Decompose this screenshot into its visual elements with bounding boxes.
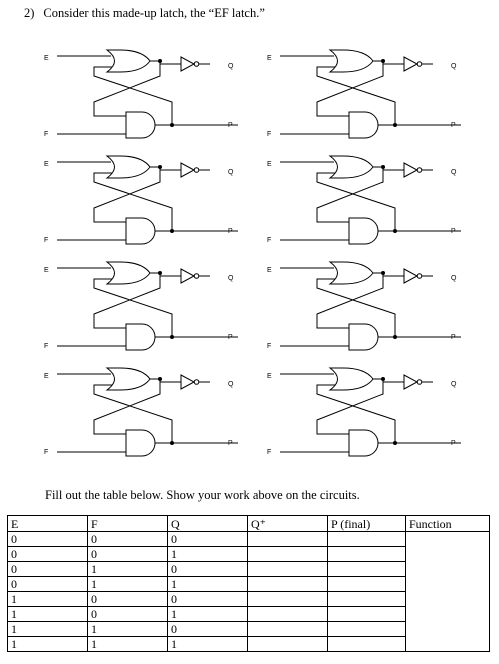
label-f: F	[44, 449, 49, 456]
cell-q-next[interactable]	[248, 637, 328, 652]
cell-e: 0	[8, 532, 88, 547]
cell-q-next[interactable]	[248, 577, 328, 592]
wire	[373, 273, 404, 276]
or-gate	[107, 50, 150, 72]
cell-q: 0	[168, 622, 248, 637]
wire	[150, 379, 181, 382]
and-gate	[126, 218, 155, 244]
wire	[150, 167, 181, 170]
label-q: Q	[228, 275, 234, 282]
question-text: Consider this made-up latch, the “EF latch.”	[43, 6, 265, 20]
wire	[94, 61, 160, 116]
or-gate	[330, 50, 373, 72]
and-gate	[126, 112, 155, 138]
cell-p-final[interactable]	[328, 607, 406, 622]
wire	[94, 273, 160, 328]
and-gate	[349, 324, 378, 350]
label-e: E	[267, 55, 272, 62]
label-f: F	[267, 343, 272, 350]
junction-dot	[170, 441, 174, 445]
not-gate	[181, 57, 194, 71]
junction-dot	[158, 377, 162, 381]
cell-e: 0	[8, 562, 88, 577]
wire	[150, 273, 181, 276]
label-e: E	[267, 267, 272, 274]
wire	[373, 167, 404, 170]
junction-dot	[381, 271, 385, 275]
label-e: E	[44, 161, 49, 168]
and-gate	[349, 430, 378, 456]
cell-q: 1	[168, 637, 248, 652]
or-gate	[330, 262, 373, 284]
label-p: P	[451, 228, 456, 235]
junction-dot	[170, 123, 174, 127]
wire	[317, 379, 383, 434]
latch-diagram	[267, 262, 461, 350]
cell-q: 1	[168, 547, 248, 562]
not-gate	[181, 375, 194, 389]
junction-dot	[393, 229, 397, 233]
latch-diagram	[267, 156, 461, 244]
and-gate	[349, 112, 378, 138]
cell-q: 0	[168, 562, 248, 577]
label-e: E	[44, 55, 49, 62]
cell-p-final[interactable]	[328, 532, 406, 547]
label-e: E	[44, 267, 49, 274]
truth-table	[7, 515, 490, 652]
cell-q: 0	[168, 592, 248, 607]
label-p: P	[228, 334, 233, 341]
cell-p-final[interactable]	[328, 547, 406, 562]
junction-dot	[170, 229, 174, 233]
junction-dot	[393, 123, 397, 127]
junction-dot	[170, 335, 174, 339]
latch-diagram	[44, 50, 238, 138]
junction-dot	[381, 377, 385, 381]
latch-diagram	[44, 156, 238, 244]
or-gate	[107, 368, 150, 390]
label-f: F	[44, 131, 49, 138]
cell-p-final[interactable]	[328, 622, 406, 637]
header-p-final: P (final)	[328, 516, 406, 532]
or-gate	[330, 368, 373, 390]
label-f: F	[267, 237, 272, 244]
header-e: E	[8, 516, 88, 532]
cell-f: 0	[88, 547, 168, 562]
wire	[317, 167, 383, 222]
cell-q: 0	[168, 532, 248, 547]
not-gate	[404, 57, 417, 71]
or-gate	[107, 262, 150, 284]
wire	[373, 379, 404, 382]
cell-f: 0	[88, 607, 168, 622]
instructions-text: Fill out the table below. Show your work above on the circuits.	[45, 488, 360, 502]
cell-e: 1	[8, 637, 88, 652]
truth-table-body	[8, 532, 490, 652]
cell-f: 0	[88, 592, 168, 607]
truth-table-header-row	[8, 516, 490, 532]
label-e: E	[267, 161, 272, 168]
label-p: P	[228, 122, 233, 129]
cell-p-final[interactable]	[328, 637, 406, 652]
label-f: F	[44, 237, 49, 244]
cell-q-next[interactable]	[248, 607, 328, 622]
header-q-next: Q⁺	[248, 516, 328, 532]
cell-f: 1	[88, 622, 168, 637]
not-gate	[404, 269, 417, 283]
cell-e: 1	[8, 607, 88, 622]
cell-q: 1	[168, 577, 248, 592]
label-q: Q	[451, 381, 457, 388]
cell-p-final[interactable]	[328, 577, 406, 592]
label-f: F	[267, 449, 272, 456]
not-gate	[181, 269, 194, 283]
label-e: E	[44, 373, 49, 380]
label-p: P	[451, 122, 456, 129]
cell-q-next[interactable]	[248, 547, 328, 562]
label-p: P	[228, 440, 233, 447]
wire	[150, 61, 181, 64]
junction-dot	[393, 441, 397, 445]
cell-f: 0	[88, 532, 168, 547]
cell-f: 1	[88, 637, 168, 652]
label-q: Q	[451, 169, 457, 176]
latch-diagram	[267, 368, 461, 456]
and-gate	[126, 324, 155, 350]
cell-q-next[interactable]	[248, 532, 328, 547]
wire	[94, 167, 160, 222]
cell-p-final[interactable]	[328, 562, 406, 577]
cell-q: 1	[168, 607, 248, 622]
cell-e: 1	[8, 622, 88, 637]
junction-dot	[158, 59, 162, 63]
table-row	[8, 532, 490, 547]
cell-e: 0	[8, 577, 88, 592]
not-gate	[404, 163, 417, 177]
cell-q-next[interactable]	[248, 562, 328, 577]
and-gate	[349, 218, 378, 244]
latch-diagram	[44, 368, 238, 456]
cell-e: 0	[8, 547, 88, 562]
header-f: F	[88, 516, 168, 532]
wire	[317, 273, 383, 328]
or-gate	[107, 156, 150, 178]
label-p: P	[228, 228, 233, 235]
not-gate	[404, 375, 417, 389]
junction-dot	[158, 271, 162, 275]
cell-function[interactable]	[406, 532, 490, 652]
junction-dot	[381, 59, 385, 63]
label-p: P	[451, 440, 456, 447]
latch-diagram	[267, 50, 461, 138]
junction-dot	[381, 165, 385, 169]
cell-q-next[interactable]	[248, 622, 328, 637]
junction-dot	[393, 335, 397, 339]
and-gate	[126, 430, 155, 456]
cell-f: 1	[88, 577, 168, 592]
cell-p-final[interactable]	[328, 592, 406, 607]
junction-dot	[158, 165, 162, 169]
label-f: F	[267, 131, 272, 138]
wire	[317, 61, 383, 116]
label-q: Q	[228, 381, 234, 388]
header-q: Q	[168, 516, 248, 532]
label-q: Q	[228, 169, 234, 176]
latch-diagram	[44, 262, 238, 350]
or-gate	[330, 156, 373, 178]
wire	[373, 61, 404, 64]
label-q: Q	[228, 63, 234, 70]
label-p: P	[451, 334, 456, 341]
cell-q-next[interactable]	[248, 592, 328, 607]
cell-f: 1	[88, 562, 168, 577]
question-number: 2)	[24, 6, 35, 20]
not-gate	[181, 163, 194, 177]
label-q: Q	[451, 63, 457, 70]
wire	[94, 379, 160, 434]
label-f: F	[44, 343, 49, 350]
label-e: E	[267, 373, 272, 380]
label-q: Q	[451, 275, 457, 282]
cell-e: 1	[8, 592, 88, 607]
header-function: Function	[406, 516, 490, 532]
